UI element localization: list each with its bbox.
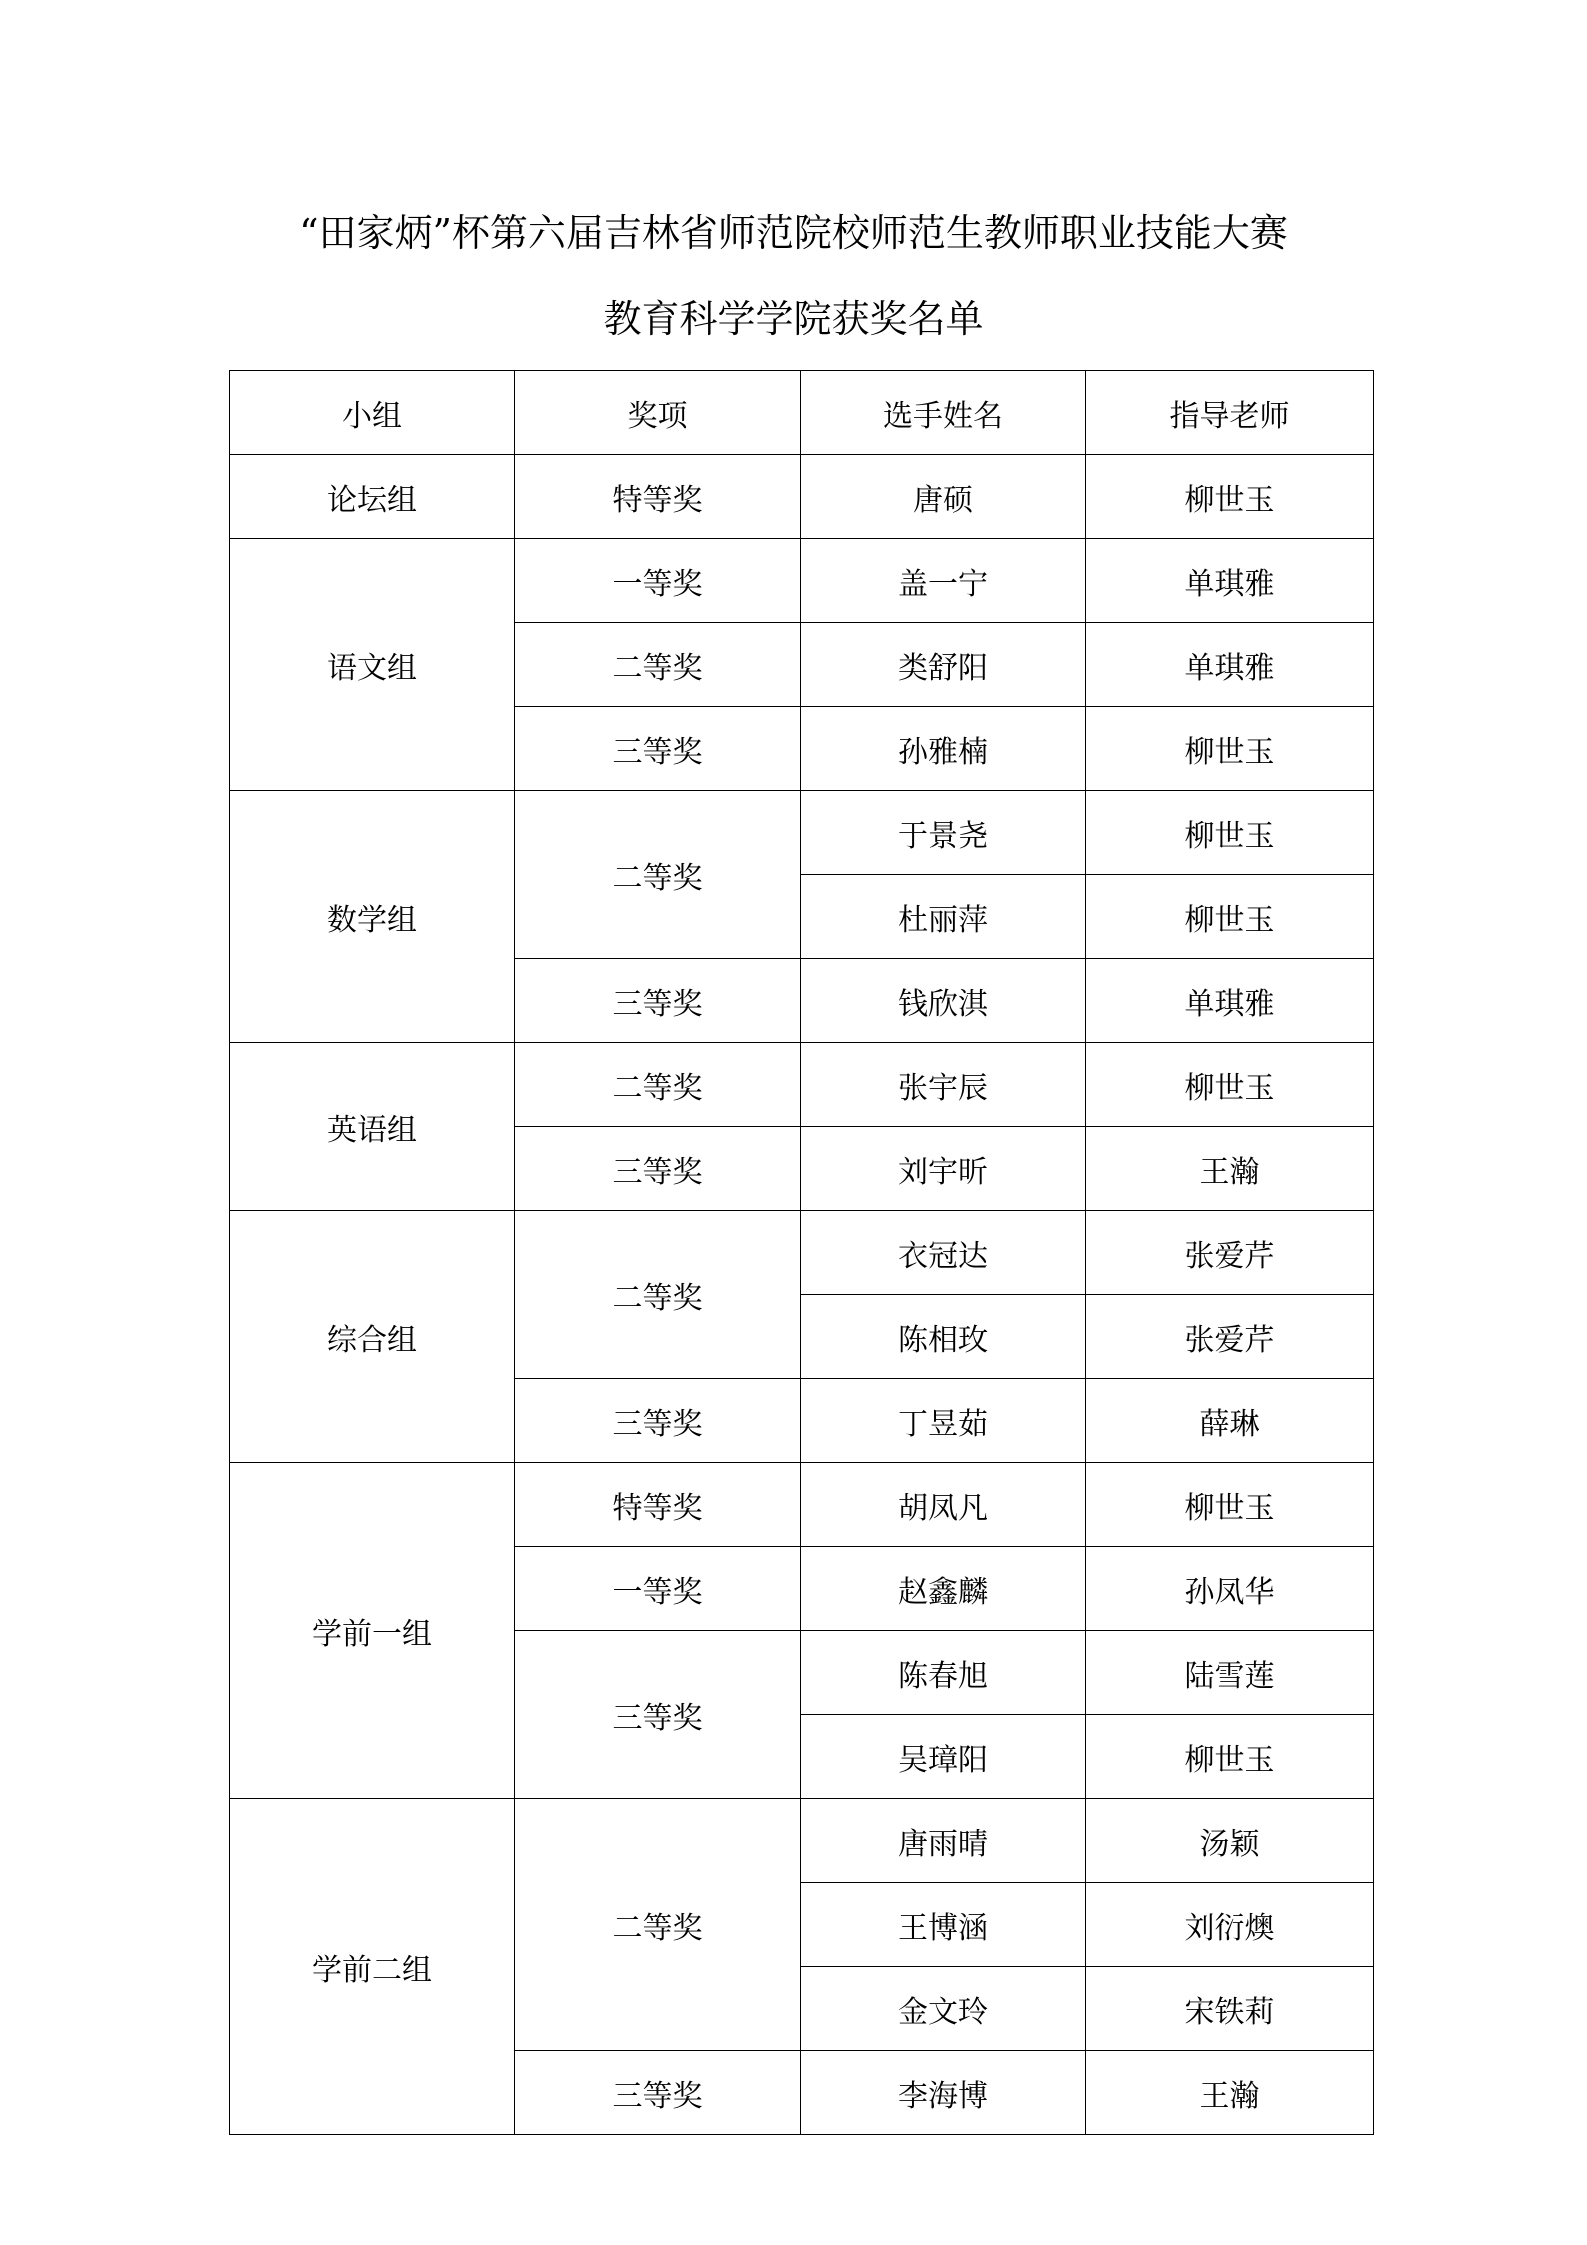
advisor-name-cell: 陆雪莲: [1086, 1631, 1374, 1715]
page-subtitle: 教育科学学院获奖名单: [603, 297, 984, 341]
student-name-cell: 衣冠达: [801, 1211, 1086, 1295]
advisor-name-cell: 柳世玉: [1086, 1043, 1374, 1127]
advisor-name-cell: 柳世玉: [1086, 1463, 1374, 1547]
advisor-name-cell: 单琪雅: [1086, 959, 1374, 1043]
award-level-cell: 三等奖: [515, 2051, 801, 2135]
advisor-name-cell: 刘衍燠: [1086, 1883, 1374, 1967]
student-name-cell: 吴璋阳: [801, 1715, 1086, 1799]
award-level-cell: 一等奖: [515, 539, 801, 623]
advisor-name-cell: 孙凤华: [1086, 1547, 1374, 1631]
award-level-cell: 三等奖: [515, 959, 801, 1043]
award-level-cell: 二等奖: [515, 1799, 801, 2051]
student-name-cell: 丁昱茹: [801, 1379, 1086, 1463]
student-name-cell: 胡凤凡: [801, 1463, 1086, 1547]
group-cell: 论坛组: [230, 455, 515, 539]
table-row: [230, 1799, 1374, 1883]
student-name-cell: 陈春旭: [801, 1631, 1086, 1715]
table-header-row: [230, 371, 1374, 455]
table-row: [230, 1463, 1374, 1547]
award-level-cell: 一等奖: [515, 1547, 801, 1631]
award-level-cell: 三等奖: [515, 1379, 801, 1463]
student-name-cell: 刘宇昕: [801, 1127, 1086, 1211]
student-name-cell: 张宇辰: [801, 1043, 1086, 1127]
advisor-name-cell: 柳世玉: [1086, 1715, 1374, 1799]
table-body: [230, 455, 1374, 2135]
student-name-cell: 唐雨晴: [801, 1799, 1086, 1883]
group-cell: 学前二组: [230, 1799, 515, 2135]
student-name-cell: 钱欣淇: [801, 959, 1086, 1043]
advisor-name-cell: 柳世玉: [1086, 707, 1374, 791]
student-name-cell: 李海博: [801, 2051, 1086, 2135]
student-name-cell: 于景尧: [801, 791, 1086, 875]
award-level-cell: 特等奖: [515, 1463, 801, 1547]
advisor-name-cell: 单琪雅: [1086, 539, 1374, 623]
award-level-cell: 特等奖: [515, 455, 801, 539]
column-header-advisor: 指导老师: [1086, 371, 1374, 455]
page-title: “田家炳”杯第六届吉林省师范院校师范生教师职业技能大赛: [299, 211, 1288, 255]
group-cell: 综合组: [230, 1211, 515, 1463]
advisor-name-cell: 张爱芹: [1086, 1295, 1374, 1379]
group-cell: 英语组: [230, 1043, 515, 1211]
advisor-name-cell: 单琪雅: [1086, 623, 1374, 707]
student-name-cell: 唐硕: [801, 455, 1086, 539]
advisor-name-cell: 薛琳: [1086, 1379, 1374, 1463]
advisor-name-cell: 柳世玉: [1086, 791, 1374, 875]
column-header-group: 小组: [230, 371, 515, 455]
student-name-cell: 类舒阳: [801, 623, 1086, 707]
table-row: [230, 1211, 1374, 1295]
student-name-cell: 杜丽萍: [801, 875, 1086, 959]
student-name-cell: 孙雅楠: [801, 707, 1086, 791]
award-level-cell: 二等奖: [515, 791, 801, 959]
advisor-name-cell: 张爱芹: [1086, 1211, 1374, 1295]
table-row: [230, 539, 1374, 623]
group-cell: 数学组: [230, 791, 515, 1043]
advisor-name-cell: 汤颖: [1086, 1799, 1374, 1883]
award-level-cell: 二等奖: [515, 623, 801, 707]
table-row: [230, 791, 1374, 875]
student-name-cell: 金文玲: [801, 1967, 1086, 2051]
student-name-cell: 陈相玫: [801, 1295, 1086, 1379]
advisor-name-cell: 王瀚: [1086, 1127, 1374, 1211]
student-name-cell: 赵鑫麟: [801, 1547, 1086, 1631]
advisor-name-cell: 王瀚: [1086, 2051, 1374, 2135]
table-row: [230, 455, 1374, 539]
column-header-award: 奖项: [515, 371, 801, 455]
advisor-name-cell: 柳世玉: [1086, 875, 1374, 959]
group-cell: 语文组: [230, 539, 515, 791]
award-level-cell: 二等奖: [515, 1043, 801, 1127]
award-level-cell: 三等奖: [515, 707, 801, 791]
table-row: [230, 1043, 1374, 1127]
student-name-cell: 王博涵: [801, 1883, 1086, 1967]
advisor-name-cell: 柳世玉: [1086, 455, 1374, 539]
student-name-cell: 盖一宁: [801, 539, 1086, 623]
award-level-cell: 三等奖: [515, 1127, 801, 1211]
award-level-cell: 三等奖: [515, 1631, 801, 1799]
column-header-student: 选手姓名: [801, 371, 1086, 455]
award-level-cell: 二等奖: [515, 1211, 801, 1379]
group-cell: 学前一组: [230, 1463, 515, 1799]
awards-table: [229, 370, 1374, 2135]
advisor-name-cell: 宋铁莉: [1086, 1967, 1374, 2051]
